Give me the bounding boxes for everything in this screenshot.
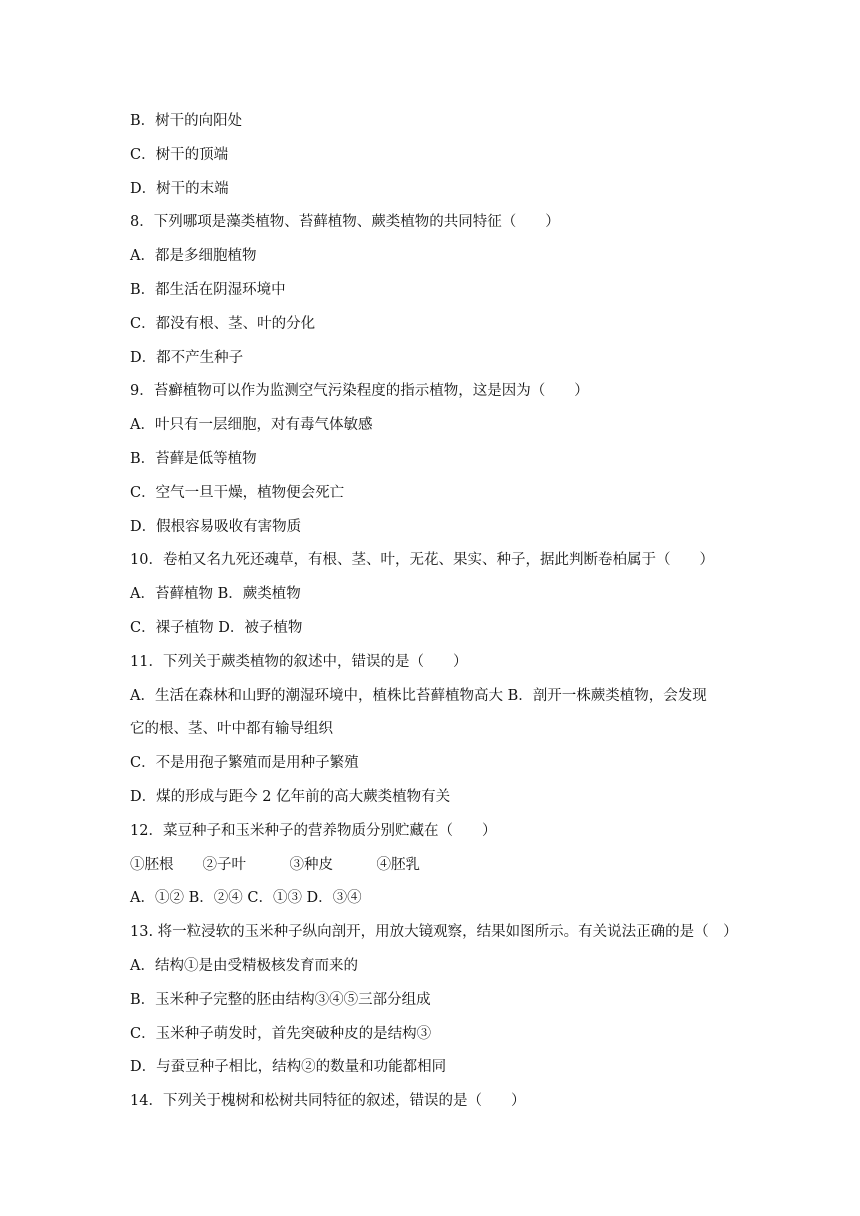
text-line: C．不是用孢子繁殖而是用种子繁殖	[130, 755, 359, 771]
text-line: B．苔藓是低等植物	[130, 451, 257, 467]
text-line: A．都是多细胞植物	[130, 248, 257, 264]
question-9: 9．苔癣植物可以作为监测空气污染程度的指示植物，这是因为（ ）	[130, 383, 589, 399]
text-line: C．裸子植物 D．被子植物	[130, 620, 303, 636]
question-10: 10．卷柏又名九死还魂草，有根、茎、叶，无花、果实、种子，据此判断卷柏属于（ ）	[130, 552, 714, 568]
text-line: D．与蚕豆种子相比，结构②的数量和功能都相同	[130, 1059, 447, 1075]
text-line: A．生活在森林和山野的潮湿环境中，植株比苔藓植物高大 B．剖开一株蕨类植物，会发现	[130, 688, 707, 704]
text-line: C．树干的顶端	[130, 147, 229, 163]
text-line: D．煤的形成与距今 2 亿年前的高大蕨类植物有关	[130, 789, 451, 805]
text-line: 它的根、茎、叶中都有输导组织	[130, 721, 333, 737]
text-line: A．苔藓植物 B．蕨类植物	[130, 586, 301, 602]
text-line: ①胚根 ②子叶 ③种皮 ④胚乳	[130, 857, 420, 873]
text-line: D．假根容易吸收有害物质	[130, 519, 302, 535]
text-line: B．玉米种子完整的胚由结构③④⑤三部分组成	[130, 992, 431, 1008]
text-line: A．叶只有一层细胞，对有毒气体敏感	[130, 417, 373, 433]
question-13: 13. 将一粒浸软的玉米种子纵向剖开，用放大镜观察，结果如图所示。有关说法正确的是（ ）	[130, 924, 738, 940]
text-line: B．都生活在阴湿环境中	[130, 282, 286, 298]
text-line: D．都不产生种子	[130, 350, 244, 366]
text-line: D．树干的末端	[130, 181, 229, 197]
question-11: 11．下列关于蕨类植物的叙述中，错误的是（ ）	[130, 654, 468, 670]
text-line: B．树干的向阳处	[130, 113, 243, 129]
question-12: 12．菜豆种子和玉米种子的营养物质分别贮藏在（ ）	[130, 823, 497, 839]
question-14: 14．下列关于槐树和松树共同特征的叙述，错误的是（ ）	[130, 1093, 526, 1109]
text-line: A．①② B．②④ C．①③ D．③④	[130, 890, 362, 906]
text-line: C．玉米种子萌发时，首先突破种皮的是结构③	[130, 1026, 432, 1042]
text-line: A．结构①是由受精极核发育而来的	[130, 958, 358, 974]
question-8: 8．下列哪项是藻类植物、苔藓植物、蕨类植物的共同特征（ ）	[130, 214, 560, 230]
text-line: C．都没有根、茎、叶的分化	[130, 316, 316, 332]
text-line: C．空气一旦干燥，植物便会死亡	[130, 485, 345, 501]
